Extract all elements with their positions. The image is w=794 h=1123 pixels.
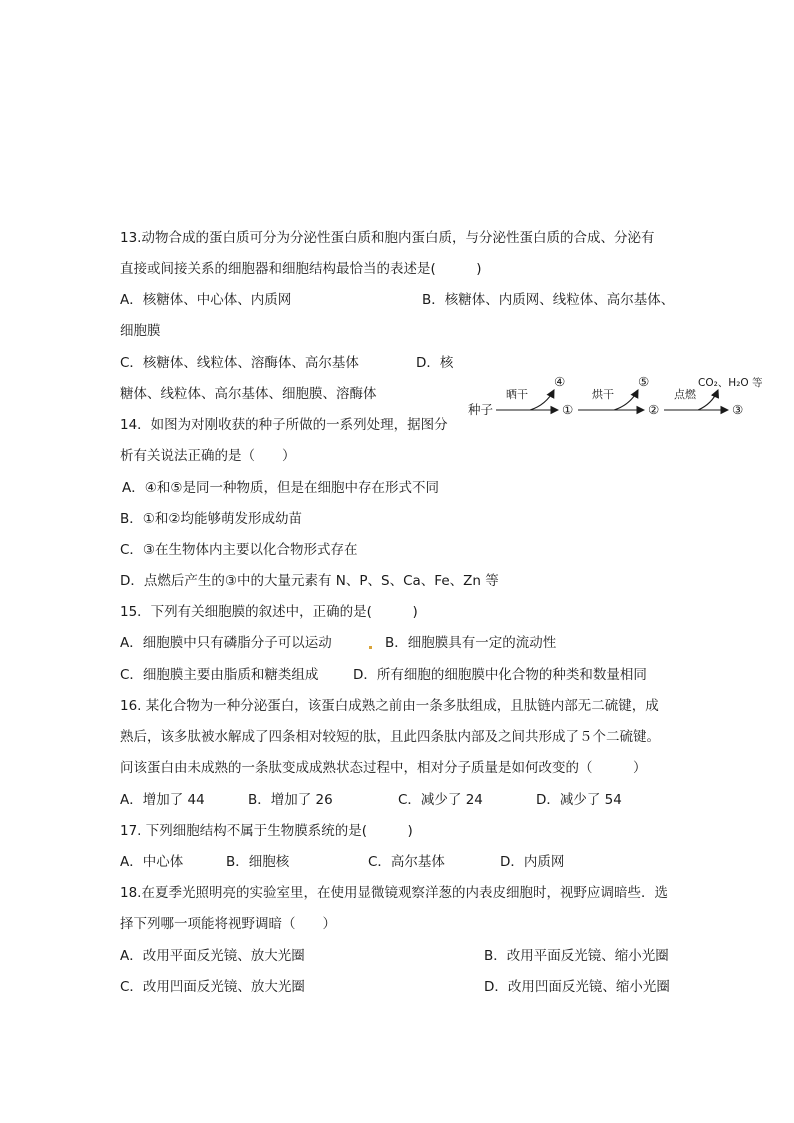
- q17-option-d: D．内质网: [500, 854, 565, 870]
- q16-option-d: D．减少了 54: [536, 792, 622, 808]
- q13-option-d: D．核: [416, 355, 454, 371]
- q13-option-b: B．核糖体、内质网、线粒体、高尔基体、: [422, 292, 675, 308]
- q14-stem-line2: 析有关说法正确的是（ ）: [120, 448, 296, 464]
- q16-stem-line3: 问该蛋白由未成熟的一条肽变成成熟状态过程中，相对分子质量是如何改变的（ ）: [120, 760, 647, 776]
- q14-option-a: A．④和⑤是同一种物质，但是在细胞中存在形式不同: [122, 480, 439, 496]
- q14-option-d: D．点燃后产生的③中的大量元素有 N、P、S、Ca、Fe、Zn 等: [120, 573, 499, 589]
- q15-option-c: C．细胞膜主要由脂质和糖类组成: [120, 667, 319, 683]
- q14-stem-line1: 14．如图为对刚收获的种子所做的一系列处理，据图分: [120, 417, 448, 433]
- q15-option-b: B．细胞膜具有一定的流动性: [385, 635, 557, 651]
- node-2-label: ②: [648, 402, 660, 417]
- q16-option-c: C．减少了 24: [398, 792, 483, 808]
- product-gas-label: CO₂、H₂O 等: [698, 377, 763, 389]
- q18-option-c: C．改用凹面反光镜、放大光圈: [120, 979, 305, 995]
- q15-option-a: A．细胞膜中只有磷脂分子可以运动: [120, 635, 332, 651]
- q18-stem-line2: 择下列哪一项能将视野调暗（ ）: [120, 916, 336, 932]
- arrow-branch-to-gas: [698, 390, 718, 410]
- node-3-label: ③: [732, 402, 744, 417]
- stray-dot-mark: [369, 646, 372, 649]
- node-1-label: ①: [562, 402, 574, 417]
- q18-option-b: B．改用平面反光镜、缩小光圈: [484, 948, 669, 964]
- q13-stem-line1: 13.动物合成的蛋白质可分为分泌性蛋白质和胞内蛋白质，与分泌性蛋白质的合成、分泌有: [120, 230, 655, 246]
- q13-option-a: A．核糖体、中心体、内质网: [120, 292, 292, 308]
- product-5-label: ⑤: [638, 374, 650, 389]
- q13-stem-line2: 直接或间接关系的细胞器和细胞结构最恰当的表述是( ): [120, 261, 482, 277]
- seed-label: 种子: [468, 402, 494, 417]
- seed-processing-diagram: [466, 372, 776, 418]
- arrow-branch-to-5: [614, 390, 638, 410]
- q14-option-c: C．③在生物体内主要以化合物形式存在: [120, 542, 358, 558]
- q13-option-c: C．核糖体、线粒体、溶酶体、高尔基体: [120, 355, 359, 371]
- q15-stem: 15．下列有关细胞膜的叙述中，正确的是( ): [120, 604, 418, 620]
- q18-option-d: D．改用凹面反光镜、缩小光圈: [484, 979, 670, 995]
- q14-option-b: B．①和②均能够萌发形成幼苗: [120, 511, 302, 527]
- q17-stem: 17. 下列细胞结构不属于生物膜系统的是( ): [120, 823, 413, 839]
- q17-option-c: C．高尔基体: [368, 854, 445, 870]
- q13-option-b-cont: 细胞膜: [120, 323, 161, 339]
- step-oven-dry-label: 烘干: [592, 388, 614, 401]
- product-4-label: ④: [554, 374, 566, 389]
- q13-option-d-cont: 糖体、线粒体、高尔基体、细胞膜、溶酶体: [120, 386, 377, 402]
- q17-option-b: B．细胞核: [226, 854, 290, 870]
- q16-option-a: A．增加了 44: [120, 792, 205, 808]
- q18-option-a: A．改用平面反光镜、放大光圈: [120, 948, 305, 964]
- q16-option-b: B．增加了 26: [248, 792, 333, 808]
- q18-stem-line1: 18.在夏季光照明亮的实验室里，在使用显微镜观察洋葱的内表皮细胞时，视野应调暗些．选: [120, 885, 668, 901]
- q15-option-d: D．所有细胞的细胞膜中化合物的种类和数量相同: [353, 667, 647, 683]
- q16-stem-line1: 16. 某化合物为一种分泌蛋白，该蛋白成熟之前由一条多肽组成，且肽链内部无二硫键，成: [120, 698, 659, 714]
- q17-option-a: A．中心体: [120, 854, 184, 870]
- q16-stem-line2: 熟后，该多肽被水解成了四条相对较短的肽，且此四条肽内部及之间共形成了５个二硫键。: [120, 729, 660, 745]
- step-dry-sun-label: 晒干: [506, 388, 528, 401]
- step-ignite-label: 点燃: [674, 388, 696, 401]
- arrow-branch-to-4: [530, 390, 554, 410]
